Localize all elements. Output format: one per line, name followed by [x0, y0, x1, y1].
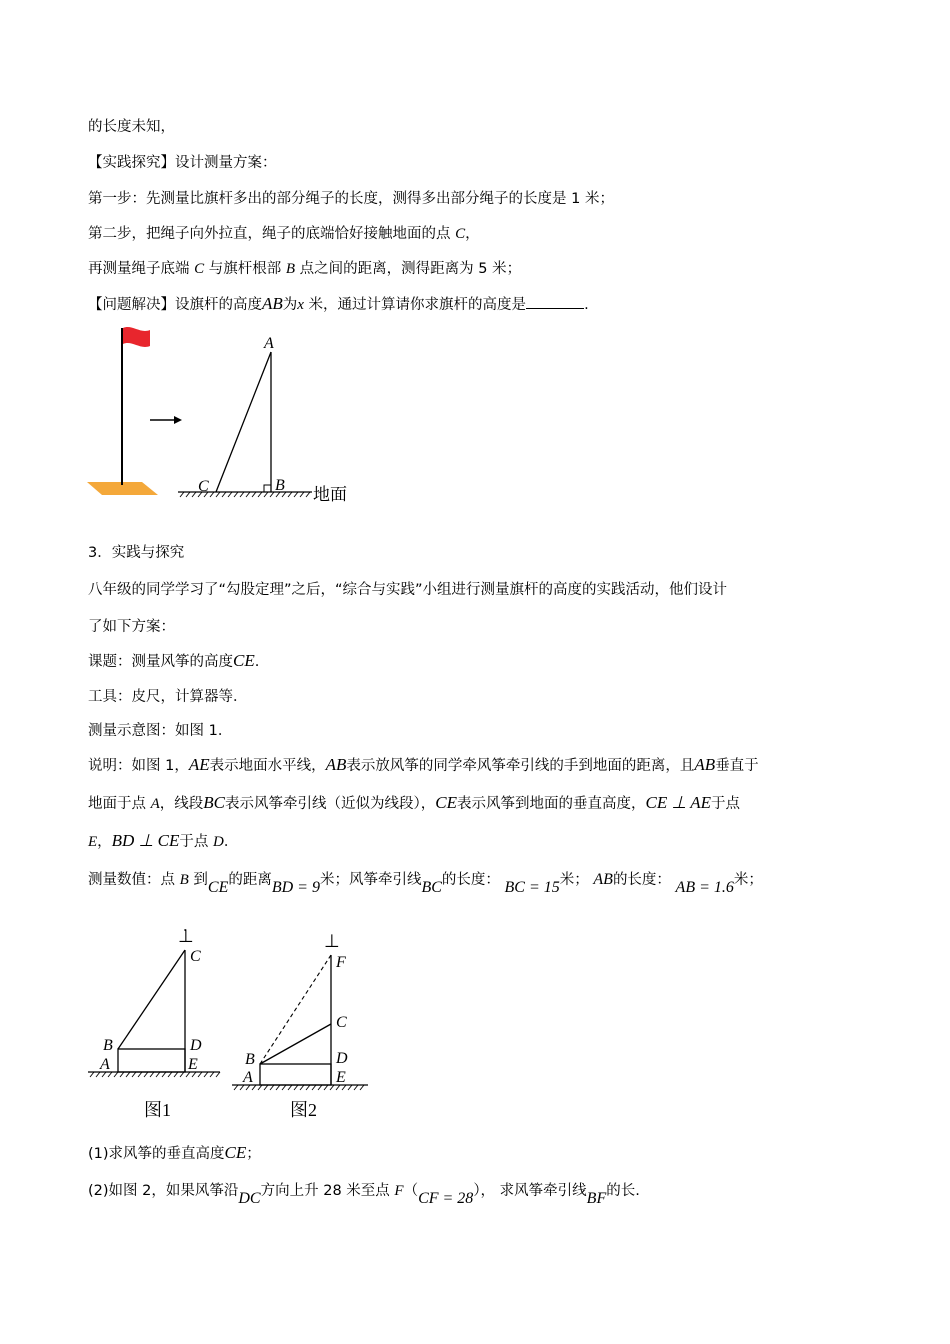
intro-line-2: 了如下方案： — [88, 619, 175, 635]
arrow-head-icon — [174, 416, 182, 424]
side-ac — [216, 352, 271, 492]
question-2: (2)如图 2，如果风筝沿DC方向上升 28 米至点 F（CF = 28）， 求风筝牵引线BF的长. — [88, 1183, 640, 1207]
text-line-2: 【实践探究】设计测量方案： — [88, 155, 277, 171]
diagram-line: 测量示意图：如图 1． — [88, 723, 233, 739]
label-b: B — [275, 477, 285, 494]
flag-icon — [123, 327, 150, 347]
text-line-4: 第二步，把绳子向外拉直，绳子的底端恰好接触地面的点 C， — [88, 226, 480, 242]
kite-icon: ⊥ — [178, 926, 194, 947]
rect-abde-2 — [260, 1064, 331, 1085]
f2-label-f: F — [336, 954, 346, 971]
f1-label-d: D — [190, 1037, 202, 1054]
kite-figures — [80, 925, 400, 1125]
flagpole-figure — [80, 320, 380, 520]
kite-icon-2: ⊥ — [324, 931, 340, 952]
text-line-5: 再测量绳子底端 C 与旗杆根部 B 点之间的距离，测得距离为 5 米； — [88, 261, 522, 277]
f2-label-a: A — [243, 1069, 253, 1086]
text-line-1: 的长度未知， — [88, 119, 175, 135]
explain-line-2: 地面于点 A，线段BC表示风筝牵引线（近似为线段），CE表示风筝到地面的垂直高度，CE ⊥ AE于点 — [88, 793, 740, 812]
topic-line: 课题：测量风筝的高度CE. — [88, 651, 260, 670]
f2-label-c: C — [336, 1014, 347, 1031]
kite-figure-2 — [232, 931, 368, 1120]
line-bc — [118, 950, 185, 1049]
problem-title: 3．实践与探究 — [88, 545, 185, 561]
line-bc-2 — [260, 1024, 331, 1064]
rect-abde — [118, 1049, 185, 1072]
caption-fig2: 图2 — [290, 1100, 317, 1120]
intro-line-1: 八年级的同学学习了“勾股定理”之后，“综合与实践”小组进行测量旗杆的高度的实践活动，他们设计 — [88, 582, 728, 598]
line-bf-dashed — [260, 955, 331, 1064]
f1-label-b: B — [103, 1037, 113, 1054]
measure-line: 测量数值：点 B 到CE的距离BD = 9米；风筝牵引线BC的长度： BC = 15米； AB的长度： AB = 1.6米； — [88, 871, 763, 896]
question-1: (1)求风筝的垂直高度CE； — [88, 1143, 261, 1162]
explain-line-1: 说明：如图 1，AE表示地面水平线，AB表示放风筝的同学牵风筝牵引线的手到地面的距离，且AB垂直于 — [88, 755, 759, 774]
f2-label-b: B — [245, 1051, 255, 1068]
f2-label-e: E — [336, 1069, 346, 1086]
explain-line-3: E，BD ⊥ CE于点 D． — [88, 831, 239, 850]
text-line-6: 【问题解决】设旗杆的高度AB为x 米，通过计算请你求旗杆的高度是 . — [88, 294, 589, 313]
tools-line: 工具：皮尺，计算器等． — [88, 689, 248, 705]
f1-label-a: A — [100, 1056, 110, 1073]
answer-blank[interactable] — [526, 294, 584, 309]
label-a: A — [264, 335, 274, 352]
caption-fig1: 图1 — [144, 1100, 171, 1120]
label-ground: 地面 — [313, 485, 347, 505]
kite-figure-1 — [88, 926, 220, 1120]
f1-label-e: E — [188, 1056, 198, 1073]
label-c: C — [198, 478, 209, 495]
f2-label-d: D — [336, 1050, 348, 1067]
right-angle-mark — [264, 485, 271, 492]
text-line-3: 第一步：先测量比旗杆多出的部分绳子的长度，测得多出部分绳子的长度是 1 米； — [88, 191, 614, 207]
f1-label-c: C — [190, 948, 201, 965]
